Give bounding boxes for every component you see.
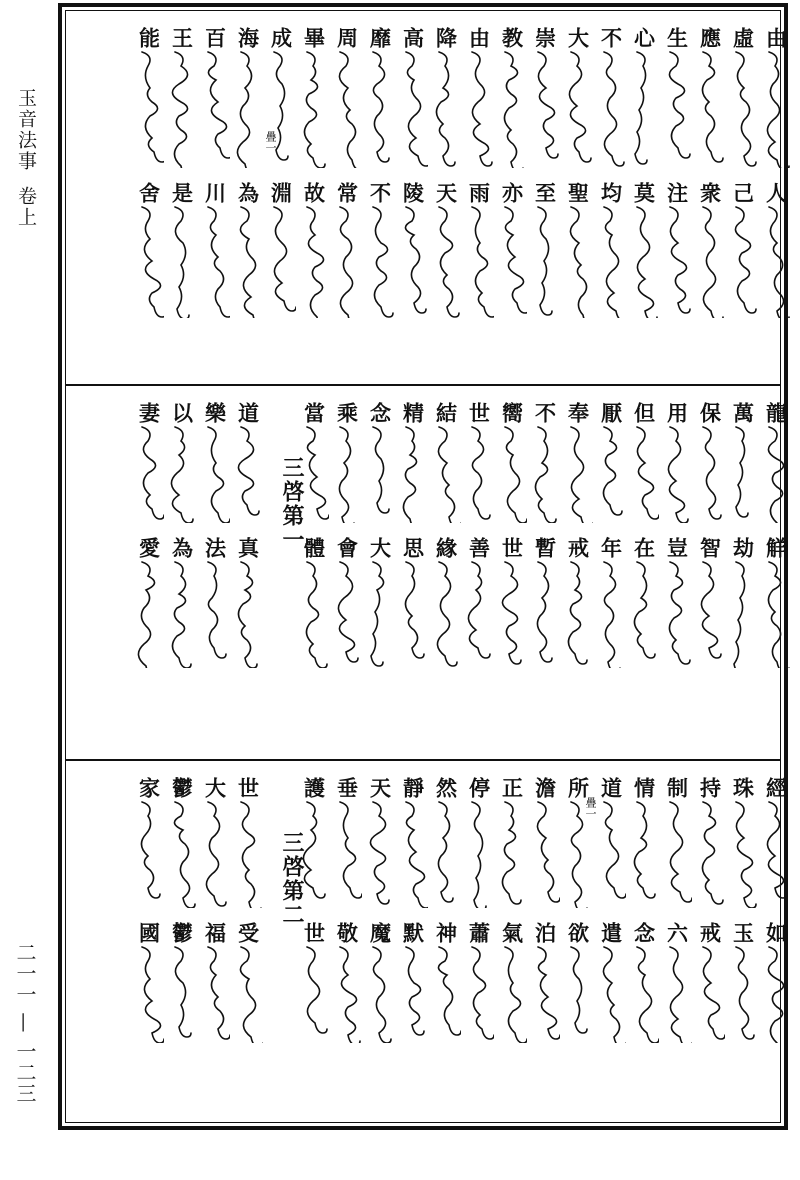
chant-neume-mark [761,798,791,908]
chant-neume-mark [200,423,230,523]
chant-column [592,777,630,1137]
chant-column [493,777,531,1137]
chant-neume-mark [695,203,725,318]
chant-neume-mark [431,48,461,168]
chant-column [691,402,729,767]
chant-column [658,27,696,392]
chant-neume-mark [365,48,395,168]
chant-column [625,27,663,392]
chant-neume-mark [728,943,758,1043]
lyric-character: 由 [466,27,492,48]
chant-neume-mark [233,943,263,1043]
lyric-character: 衆 [697,182,723,203]
lyric-character: 世 [301,922,327,943]
lyric-character: 崇 [532,27,558,48]
chant-neume-mark [398,203,428,318]
lyric-character: 生 [664,27,690,48]
lyric-character: 成 [268,27,294,48]
chant-neume-mark [629,798,659,908]
chant-neume-mark [167,943,197,1043]
lyric-character: 乘 [334,402,360,423]
chant-neume-mark [233,203,263,318]
chant-neume-mark [134,48,164,168]
chant-neume-mark [497,423,527,523]
page-inner-border [65,10,789,1123]
lyric-character: 海 [235,27,261,48]
lyric-character: 由 [763,27,789,48]
chant-column [427,402,465,767]
lyric-character: 泊 [532,922,558,943]
chant-column [526,777,564,1137]
chant-neume-mark [497,943,527,1043]
lyric-character: 注 [664,182,690,203]
lyric-character: 世 [235,777,261,798]
chant-column [163,27,201,392]
chant-neume-mark [662,558,692,668]
chant-column [361,777,399,1137]
lyric-character: 真 [235,537,261,558]
chant-neume-mark [167,798,197,908]
chant-neume-mark [497,48,527,168]
chant-neume-mark [563,48,593,168]
lyric-character: 法 [202,537,228,558]
lyric-character: 樂 [202,402,228,423]
lyric-character: 豈 [664,537,690,558]
lyric-character: 降 [433,27,459,48]
chant-neume-mark [134,798,164,908]
chant-column [625,402,663,767]
lyric-character: 魔 [367,922,393,943]
lyric-character: 亦 [499,182,525,203]
lyric-character: 情 [631,777,657,798]
lyric-character: 百 [202,27,228,48]
chant-neume-mark [728,203,758,318]
chant-neume-mark [563,203,593,318]
chant-neume-mark [464,943,494,1043]
chant-neume-mark [728,558,758,668]
lyric-character: 聖 [565,182,591,203]
lyric-character: 大 [367,537,393,558]
lyric-character: 鬱 [169,777,195,798]
chant-neume-mark [761,48,791,168]
chant-neume-mark [530,203,560,318]
chant-neume-mark [398,798,428,908]
chant-neume-mark [332,423,362,523]
chant-column [328,27,366,392]
chant-neume-mark [497,558,527,668]
chant-neume-mark [530,48,560,168]
lyric-character: 暫 [532,537,558,558]
chant-neume-mark [332,943,362,1043]
chant-neume-mark [563,943,593,1043]
lyric-character: 珠 [730,777,756,798]
lyric-character: 戒 [565,537,591,558]
chant-neume-mark [398,48,428,168]
chant-column [427,27,465,392]
chant-neume-mark [497,203,527,318]
chant-neume-mark [464,203,494,318]
lyric-character: 舍 [136,182,162,203]
lyric-character: 常 [334,182,360,203]
lyric-character: 龍 [763,402,789,423]
chant-neume-mark [761,558,791,668]
lyric-character: 戒 [697,922,723,943]
lyric-character: 玉 [730,922,756,943]
lyric-character: 嚮 [499,402,525,423]
lyric-character: 如 [763,922,789,943]
chant-neume-mark [365,943,395,1043]
chant-neume-mark [728,798,758,908]
lyric-character: 為 [235,182,261,203]
lyric-character: 垂 [334,777,360,798]
chant-neume-mark [464,423,494,523]
lyric-character: 是 [169,182,195,203]
chant-neume-mark [530,558,560,668]
chant-neume-mark [200,48,230,168]
chant-neume-mark [233,798,263,908]
section-heading: 三啓第二 [279,831,305,927]
chant-neume-mark [167,203,197,318]
lyric-character: 靡 [367,27,393,48]
lyric-character: 停 [466,777,492,798]
chant-neume-mark [233,423,263,523]
lyric-character: 思 [400,537,426,558]
lyric-character: 但 [631,402,657,423]
chant-neume-mark [662,798,692,908]
lyric-character: 制 [664,777,690,798]
chant-neume-mark [596,558,626,668]
chant-column [757,27,795,392]
lyric-character: 天 [367,777,393,798]
lyric-character: 念 [631,922,657,943]
chant-neume-mark [761,203,791,318]
lyric-character: 人 [763,182,789,203]
chant-column [526,27,564,392]
chant-neume-mark [398,943,428,1043]
chant-column [361,402,399,767]
lyric-character: 家 [136,777,162,798]
lyric-character: 受 [235,922,261,943]
lyric-character: 大 [565,27,591,48]
lyric-character: 王 [169,27,195,48]
chant-neume-mark [629,943,659,1043]
chant-neume-mark [134,203,164,318]
chant-column [196,777,234,1137]
chant-column [592,402,630,767]
chant-column [724,402,762,767]
lyric-character: 鬱 [169,922,195,943]
repeat-mark: 疊一 [584,797,597,819]
chant-neume-mark [596,943,626,1043]
lyric-character: 默 [400,922,426,943]
lyric-character: 世 [499,537,525,558]
chant-column [460,27,498,392]
lyric-character: 靜 [400,777,426,798]
lyric-character: 護 [301,777,327,798]
lyric-character: 世 [466,402,492,423]
chant-neume-mark [629,558,659,668]
chant-neume-mark [299,203,329,318]
lyric-character: 均 [598,182,624,203]
chant-neume-mark [233,558,263,668]
chant-column [394,402,432,767]
chant-column [460,777,498,1137]
chant-neume-mark [662,203,692,318]
chant-neume-mark [431,423,461,523]
chant-column [130,402,168,767]
chant-neume-mark [431,798,461,908]
chant-neume-mark [695,423,725,523]
lyric-character: 正 [499,777,525,798]
chant-neume-mark [629,48,659,168]
lyric-character: 智 [697,537,723,558]
chant-column [724,27,762,392]
lyric-character: 奉 [565,402,591,423]
chant-neume-mark [332,798,362,908]
chant-neume-mark [695,943,725,1043]
lyric-character: 道 [235,402,261,423]
lyric-character: 高 [400,27,426,48]
chant-neume-mark [464,558,494,668]
lyric-character: 己 [730,182,756,203]
lyric-character: 淵 [268,182,294,203]
lyric-character: 會 [334,537,360,558]
lyric-character: 然 [433,777,459,798]
lyric-character: 保 [697,402,723,423]
chant-column [130,777,168,1137]
lyric-character: 遣 [598,922,624,943]
chant-column [394,27,432,392]
chant-column [427,777,465,1137]
chant-neume-mark [167,423,197,523]
chant-neume-mark [530,943,560,1043]
lyric-character: 川 [202,182,228,203]
chant-column [658,402,696,767]
lyric-character: 應 [697,27,723,48]
lyric-character: 體 [301,537,327,558]
chant-column [625,777,663,1137]
lyric-character: 萬 [730,402,756,423]
chant-neume-mark [200,203,230,318]
lyric-character: 念 [367,402,393,423]
lyric-character: 經 [763,777,789,798]
lyric-character: 周 [334,27,360,48]
chant-neume-mark [596,48,626,168]
lyric-character: 陵 [400,182,426,203]
chant-neume-mark [167,558,197,668]
lyric-character: 教 [499,27,525,48]
chant-neume-mark [629,203,659,318]
chant-neume-mark [398,423,428,523]
chant-column [757,402,795,767]
chant-neume-mark [200,943,230,1043]
lyric-character: 持 [697,777,723,798]
chant-neume-mark [563,558,593,668]
chant-column [196,27,234,392]
chant-neume-mark [332,558,362,668]
lyric-character: 結 [433,402,459,423]
page-number: 二一一 — 一二三 [13,942,37,1104]
chant-neume-mark [299,558,329,668]
chant-neume-mark [134,423,164,523]
chant-column [460,402,498,767]
lyric-character: 六 [664,922,690,943]
chant-neume-mark [431,558,461,668]
lyric-character: 劫 [730,537,756,558]
chant-column [361,27,399,392]
chant-neume-mark [629,423,659,523]
lyric-character: 年 [598,537,624,558]
lyric-character: 氣 [499,922,525,943]
lyric-character: 雨 [466,182,492,203]
chant-neume-mark [200,798,230,908]
lyric-character: 虛 [730,27,756,48]
lyric-character: 天 [433,182,459,203]
chant-neume-mark [695,798,725,908]
chant-neume-mark [662,423,692,523]
score-section-1 [66,11,789,384]
chant-column [691,777,729,1137]
chant-column [328,402,366,767]
chant-column [559,402,597,767]
chant-neume-mark [365,558,395,668]
chant-neume-mark [167,48,197,168]
chant-column [559,27,597,392]
lyric-character: 澹 [532,777,558,798]
chant-neume-mark [695,558,725,668]
lyric-character: 妻 [136,402,162,423]
lyric-character: 善 [466,537,492,558]
chant-neume-mark [299,943,329,1043]
lyric-character: 神 [433,922,459,943]
chant-neume-mark [695,48,725,168]
page-frame [58,3,788,1130]
lyric-character: 大 [202,777,228,798]
chant-column [295,27,333,392]
section-heading: 三啓第一 [279,456,305,552]
book-title-text: 玉音法事 [15,88,37,172]
book-title [10,88,40,228]
repeat-mark: 疊一 [264,131,277,153]
chant-neume-mark [530,423,560,523]
chant-neume-mark [233,48,263,168]
lyric-character: 福 [202,922,228,943]
lyric-character: 不 [598,27,624,48]
chant-column [163,777,201,1137]
chant-neume-mark [497,798,527,908]
chant-neume-mark [662,943,692,1043]
chant-column [196,402,234,767]
chant-neume-mark [332,48,362,168]
chant-neume-mark [431,943,461,1043]
lyric-character: 為 [169,537,195,558]
chant-column [163,402,201,767]
chant-column [526,402,564,767]
chant-neume-mark [299,48,329,168]
lyric-character: 蕭 [466,922,492,943]
chant-neume-mark [266,203,296,318]
chant-neume-mark [761,423,791,523]
lyric-character: 心 [631,27,657,48]
chant-neume-mark [200,558,230,668]
lyric-character: 所 [565,777,591,798]
chant-column [328,777,366,1137]
chant-column [229,27,267,392]
chant-neume-mark [530,798,560,908]
chant-column [229,777,267,1137]
lyric-character: 不 [367,182,393,203]
chant-column [757,777,795,1137]
chant-neume-mark [134,558,164,668]
lyric-character: 敬 [334,922,360,943]
lyric-character: 不 [532,402,558,423]
chant-neume-mark [464,798,494,908]
lyric-character: 欲 [565,922,591,943]
chant-column [559,777,597,1137]
lyric-character: 當 [301,402,327,423]
chant-neume-mark [398,558,428,668]
chant-column [229,402,267,767]
lyric-character: 精 [400,402,426,423]
chant-neume-mark [365,423,395,523]
score-section-2 [66,386,789,759]
lyric-character: 用 [664,402,690,423]
chant-neume-mark [662,48,692,168]
chant-neume-mark [596,798,626,908]
chant-neume-mark [332,203,362,318]
chant-column [130,27,168,392]
chant-column [493,27,531,392]
lyric-character: 愛 [136,537,162,558]
chant-neume-mark [563,423,593,523]
lyric-character: 畢 [301,27,327,48]
lyric-character: 在 [631,537,657,558]
chant-neume-mark [431,203,461,318]
lyric-character: 國 [136,922,162,943]
chant-neume-mark [365,798,395,908]
chant-neume-mark [365,203,395,318]
lyric-character: 厭 [598,402,624,423]
chant-column [724,777,762,1137]
chant-column [592,27,630,392]
score-section-3 [66,761,789,1131]
chant-column [493,402,531,767]
chant-column [262,27,300,392]
chant-neume-mark [728,423,758,523]
lyric-character: 緣 [433,537,459,558]
volume-label: 卷上 [15,186,37,228]
chant-neume-mark [761,943,791,1043]
lyric-character: 道 [598,777,624,798]
chant-neume-mark [596,423,626,523]
chant-neume-mark [134,943,164,1043]
chant-column [394,777,432,1137]
lyric-character: 以 [169,402,195,423]
chant-neume-mark [728,48,758,168]
lyric-character: 觧 [763,537,789,558]
chant-column [691,27,729,392]
chant-neume-mark [596,203,626,318]
lyric-character: 故 [301,182,327,203]
chant-neume-mark [464,48,494,168]
lyric-character: 能 [136,27,162,48]
chant-column [658,777,696,1137]
lyric-character: 至 [532,182,558,203]
lyric-character: 莫 [631,182,657,203]
